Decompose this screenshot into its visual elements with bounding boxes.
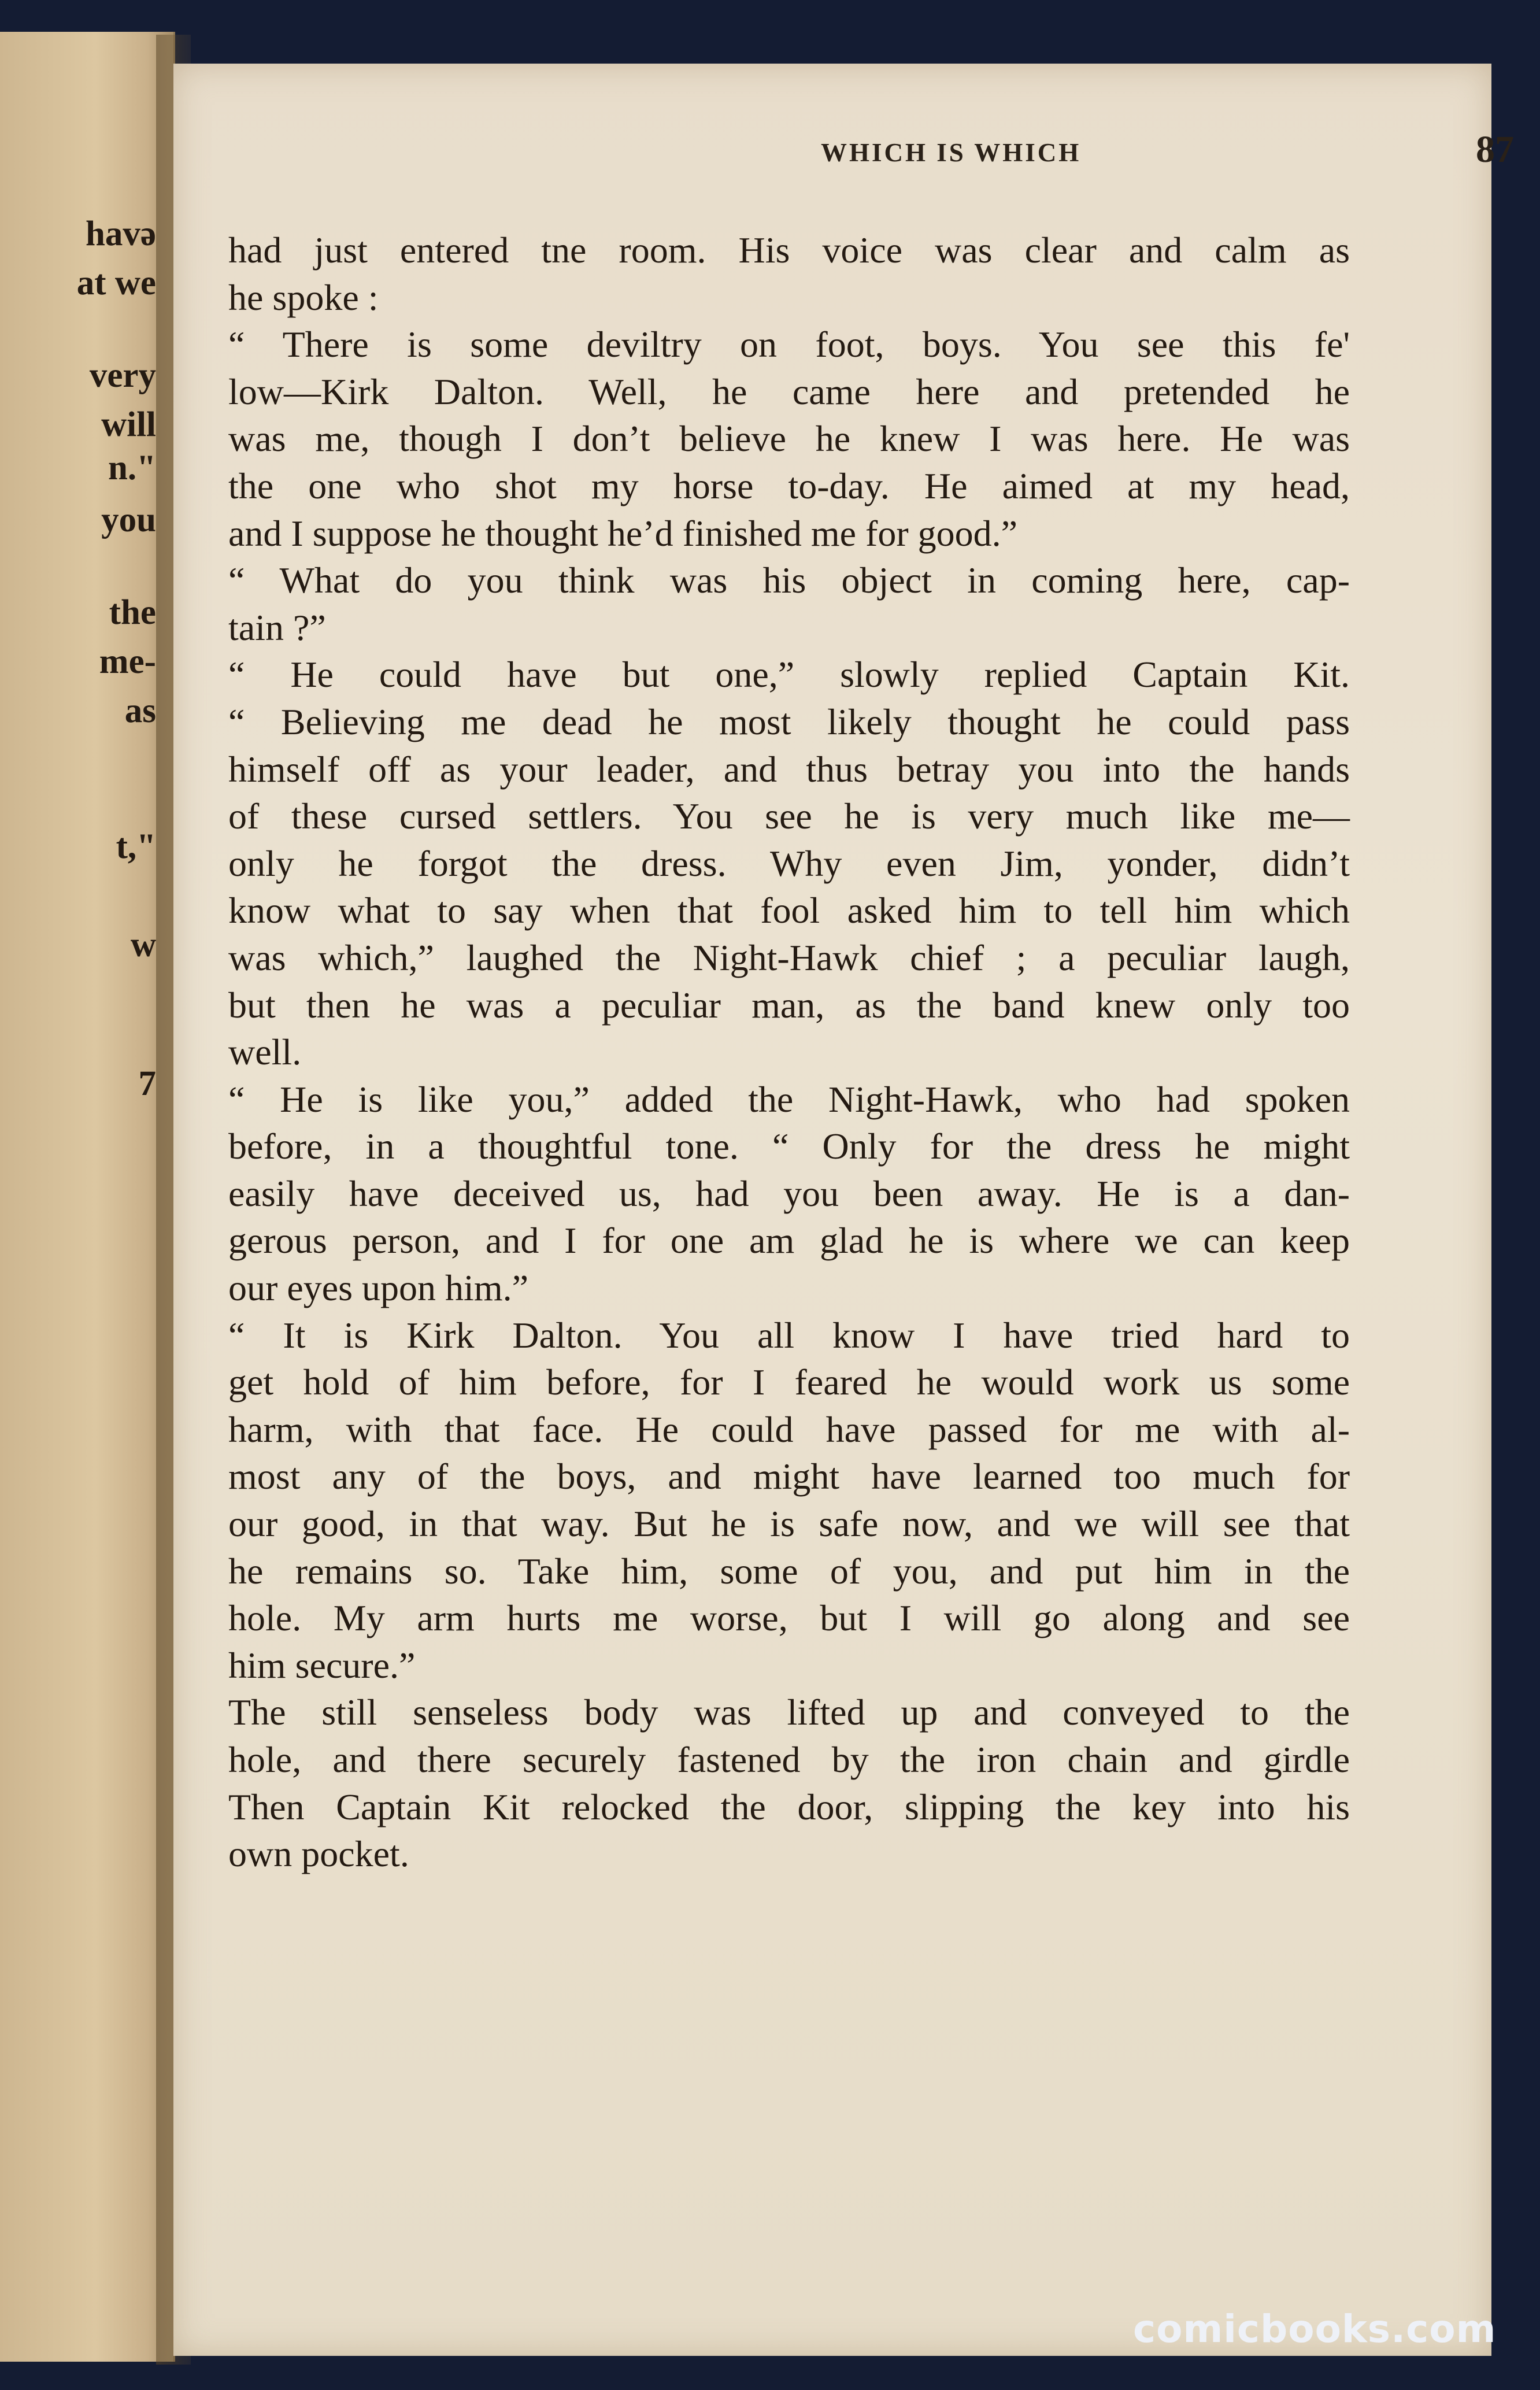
left-page-fragment: you [101,501,156,539]
text-line: had just entered tne room. His voice was clear and calm as [228,230,1350,271]
left-page-fragment: the [109,593,156,632]
text-line: he remains so. Take him, some of you, and put him in the [228,1550,1350,1592]
text-line: harm, with that face. He could have passed for me with al- [228,1408,1350,1450]
running-head: WHICH IS WHICH [821,138,1082,167]
text-line: hole, and there securely fastened by the iron chain and girdle [228,1739,1350,1780]
text-line: and I suppose he thought he’d finished me for good.” [228,512,1018,554]
text-line: him secure.” [228,1644,416,1686]
text-line: himself off as your leader, and thus betray you into the hands [228,748,1350,790]
text-line: but then he was a peculiar man, as the band knew only too [228,984,1350,1026]
text-line: gerous person, and I for one am glad he is where we can keep [228,1220,1350,1261]
left-page-fragment: at we [76,264,156,302]
text-line: well. [228,1031,302,1073]
left-page-fragment: havə [86,214,156,253]
text-line: The still senseless body was lifted up and conveyed to the [228,1692,1350,1733]
previous-page-fragment [0,32,175,2362]
text-line: own pocket. [228,1833,409,1875]
text-line: the one who shot my horse to-day. He aimed at my head, [228,465,1350,506]
text-line: only he forgot the dress. Why even Jim, yonder, didn’t [228,842,1350,884]
text-line: “ Believing me dead he most likely thought he could pass [228,701,1350,742]
text-line: “ He could have but one,” slowly replied Captain Kit. [228,654,1350,695]
text-line: before, in a thoughtful tone. “ Only for the dress he might [228,1126,1350,1167]
left-page-fragment: as [124,691,156,730]
text-line: hole. My arm hurts me worse, but I will go along and see [228,1597,1350,1639]
left-page-fragment: me- [99,642,156,681]
text-line: our good, in that way. But he is safe now, and we will see that [228,1503,1350,1545]
text-line: know what to say when that fool asked him to tell him which [228,890,1350,931]
left-page-fragment: t," [116,827,156,866]
left-page-fragment: 7 [138,1064,156,1103]
text-line: he spoke : [228,276,379,318]
text-line: was me, though I don’t believe he knew I was here. He was [228,418,1350,460]
text-line: “ What do you think was his object in coming here, cap- [228,560,1350,601]
watermark: comicbooks.com [1133,2307,1497,2351]
left-page-fragment: will [101,405,156,444]
text-line: low—Kirk Dalton. Well, he came here and pretended he [228,371,1350,412]
page-body-text [228,227,1350,1878]
text-line: our eyes upon him.” [228,1267,528,1309]
left-page-fragment: very [89,356,156,395]
text-line: was which,” laughed the Night-Hawk chief ; a peculiar laugh, [228,937,1350,978]
text-line: “ He is like you,” added the Night-Hawk, who had spoken [228,1078,1350,1120]
text-line: “ There is some deviltry on foot, boys. You see this fe' [228,324,1350,365]
text-line: easily have deceived us, had you been away. He is a dan- [228,1172,1350,1214]
left-page-fragment: w [130,926,156,964]
text-line: Then Captain Kit relocked the door, slipping the key into his [228,1786,1350,1827]
text-line: get hold of him before, for I feared he would work us some [228,1362,1350,1403]
text-line: tain ?” [228,606,326,648]
text-line: most any of the boys, and might have learned too much for [228,1456,1350,1497]
page-number: 87 [1476,128,1514,171]
left-page-fragment: n." [108,449,156,487]
text-line: “ It is Kirk Dalton. You all know I have tried hard to [228,1314,1350,1356]
text-line: of these cursed settlers. You see he is very much like me— [228,796,1350,837]
